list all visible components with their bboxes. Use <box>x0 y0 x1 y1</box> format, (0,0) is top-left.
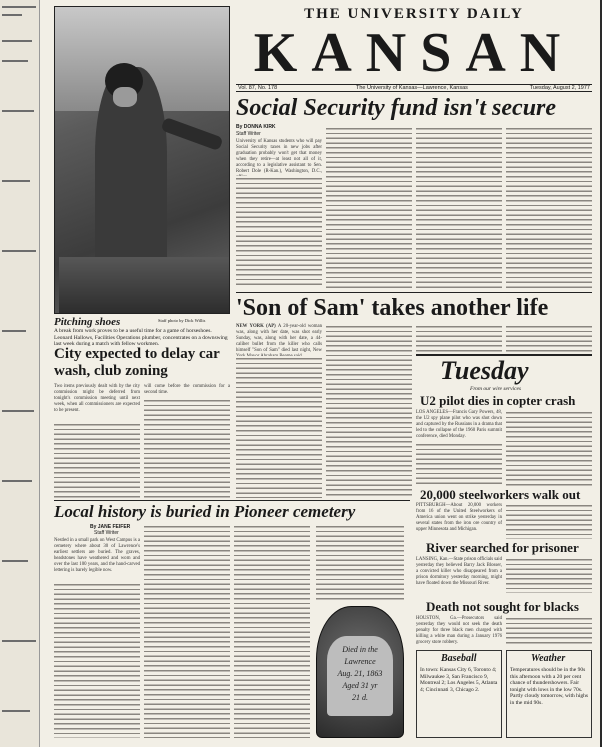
social-security-byline: By DONNA KIRK <box>236 124 276 130</box>
rule-1 <box>236 292 592 293</box>
baseball-box <box>416 650 502 738</box>
rule-2 <box>54 500 410 501</box>
newspaper-front-page <box>40 0 600 747</box>
blacks-lead: HOUSTON, Ga.—Prosecutors said yesterday they would not seek the death penalty for three black men charged with killing a white man during a January 1976 grocery store robbery. <box>416 616 502 645</box>
weather-title: Weather <box>531 653 566 664</box>
headstone-line-5: 21 d. <box>352 693 368 702</box>
u2-lead: LOS ANGELES—Francis Gary Powers, 48, the U2 spy plane pilot who was shot down and captured by the Russians in a drama that led to the collapse of the 1960 Paris summit conference, died Monday. <box>416 410 502 439</box>
photo-credit: Staff photo by Dick Willis <box>158 318 206 323</box>
social-security-headline: Social Security fund isn't secure <box>236 95 557 121</box>
publisher-line: The University of Kansas—Lawrence, Kansas <box>356 85 468 91</box>
steelworkers-headline: 20,000 steelworkers walk out <box>420 487 581 502</box>
cemetery-col-1 <box>54 582 140 738</box>
son-of-sam-headline: 'Son of Sam' takes another life <box>236 295 549 321</box>
son-of-sam-col-1 <box>236 356 322 498</box>
baseball-scores: In town: Kansas City 6, Toronto 4; Milwaukee 3, San Francisco 9, Montreal 2; Los Angeles 5, Atlanta 4; Cincinnati 3, Chicago 2. <box>420 667 498 693</box>
cemetery-col-3 <box>234 524 310 738</box>
masthead-top-line: THE UNIVERSITY DAILY <box>304 6 524 22</box>
social-security-role: Staff Writer <box>236 131 261 137</box>
masthead-info-bar <box>236 84 592 92</box>
river-col-2 <box>506 557 592 593</box>
car-wash-col-1 <box>54 422 140 498</box>
masthead-name: KANSAN <box>253 22 575 84</box>
social-security-text-col-1 <box>236 176 322 288</box>
cemetery-headline: Local history is buried in Pioneer cemetery <box>54 502 356 521</box>
headstone-line-1: Died in the <box>342 645 378 654</box>
horseshoe-photo <box>54 6 230 314</box>
cemetery-col-2 <box>144 524 230 738</box>
son-of-sam-dateline: NEW YORK (AP) <box>236 324 276 329</box>
son-of-sam-col-4 <box>506 324 592 352</box>
cemetery-col-4 <box>316 524 404 602</box>
social-security-text-col-4 <box>506 126 592 288</box>
car-wash-lead: Two items previously dealt with by the city commission might be deferred from tonight's commission meeting until next week, when all commissioners are expected to be present. <box>54 384 140 413</box>
photo-caption: A break from work proves to be a useful time for a game of horseshoes. Leonard Hallows, Facilities Operations plumber, concentrates on a downswing last week during a match with fellow workmen. <box>54 328 228 347</box>
son-of-sam-col-2 <box>326 324 412 498</box>
son-of-sam-lead <box>236 324 322 354</box>
river-headline: River searched for prisoner <box>426 540 579 555</box>
car-wash-col-2 <box>144 398 230 498</box>
blacks-headline: Death not sought for blacks <box>426 599 579 614</box>
u2-headline: U2 pilot dies in copter crash <box>420 393 576 408</box>
adjacent-page-edge <box>0 0 40 747</box>
social-security-text-col-3 <box>416 126 502 288</box>
headstone-line-2: Lawrence <box>344 657 376 666</box>
baseball-title: Baseball <box>441 653 477 664</box>
social-security-text-col-2 <box>326 126 412 288</box>
cemetery-lead: Nestled in a small park on West Campus is a cemetery where about 30 of Lawrence's earliest settlers are buried. The graves, headstones have weathered and worn and over the last 100 years, and the hand-carved lettering is barely legible now. <box>54 538 140 573</box>
car-wash-continued: will come before the commission for a second time. <box>144 384 230 395</box>
headstone-line-3: Aug. 21, 1863 <box>337 669 383 678</box>
river-lead: LANSING, Kan.—State prison officials said yesterday they believed Barry Jack Blosser, a convicted killer who disappeared from a prison dormitory yesterday morning, might have floated down the Missouri River. <box>416 557 502 586</box>
u2-col-2 <box>506 410 592 486</box>
social-security-lead: University of Kansas students who will pay Social Security taxes in new jobs after graduation probably won't get that money when they retire—at least not all of it, according to a legislative assistant to Sen. Robert Dole (R-Kan.), Washington, D.C., <box>236 139 322 174</box>
cemetery-byline: By JANE FEIFER <box>90 524 131 530</box>
tuesday-section-title: Tuesday <box>440 356 529 385</box>
headstone-line-4: Aged 31 yr <box>342 681 378 690</box>
weather-box <box>506 650 592 738</box>
blacks-col-2 <box>506 616 592 646</box>
u2-col-1 <box>416 442 502 486</box>
son-of-sam-lead-text: A 20-year-old woman was, along with her date, was shot early Sunday, was, along with her date, a 44-caliber bullet from the killer who calls himself "Son of Sam" died last night, New <box>236 324 323 353</box>
issue-date: Tuesday, August 2, 1977 <box>529 85 590 91</box>
photo-caption-title: Pitching shoes <box>54 316 121 328</box>
tuesday-subtitle: From our wire services <box>470 386 522 392</box>
headstone-photo <box>316 606 404 738</box>
son-of-sam-col-3 <box>416 324 502 352</box>
car-wash-headline: City expected to delay car wash, club zoning <box>54 346 220 379</box>
volume-number: Vol. 87, No. 178 <box>238 85 278 91</box>
cemetery-role: Staff Writer <box>94 530 119 536</box>
steelworkers-lead: PITTSBURGH—About 20,000 workers from 16 of the United Steelworkers of America union went on strike yesterday in several states from the iron ore country of upper Minnesota and Michigan. <box>416 503 502 532</box>
weather-text: Temperatures should be in the 90s this afternoon with a 20 per cent chance of thundershowers. Fair tonight with lows in the low 70s. Partly cloudy tomorrow, with highs in the mid 90s. <box>510 667 589 706</box>
steelworkers-col-2 <box>506 503 592 539</box>
